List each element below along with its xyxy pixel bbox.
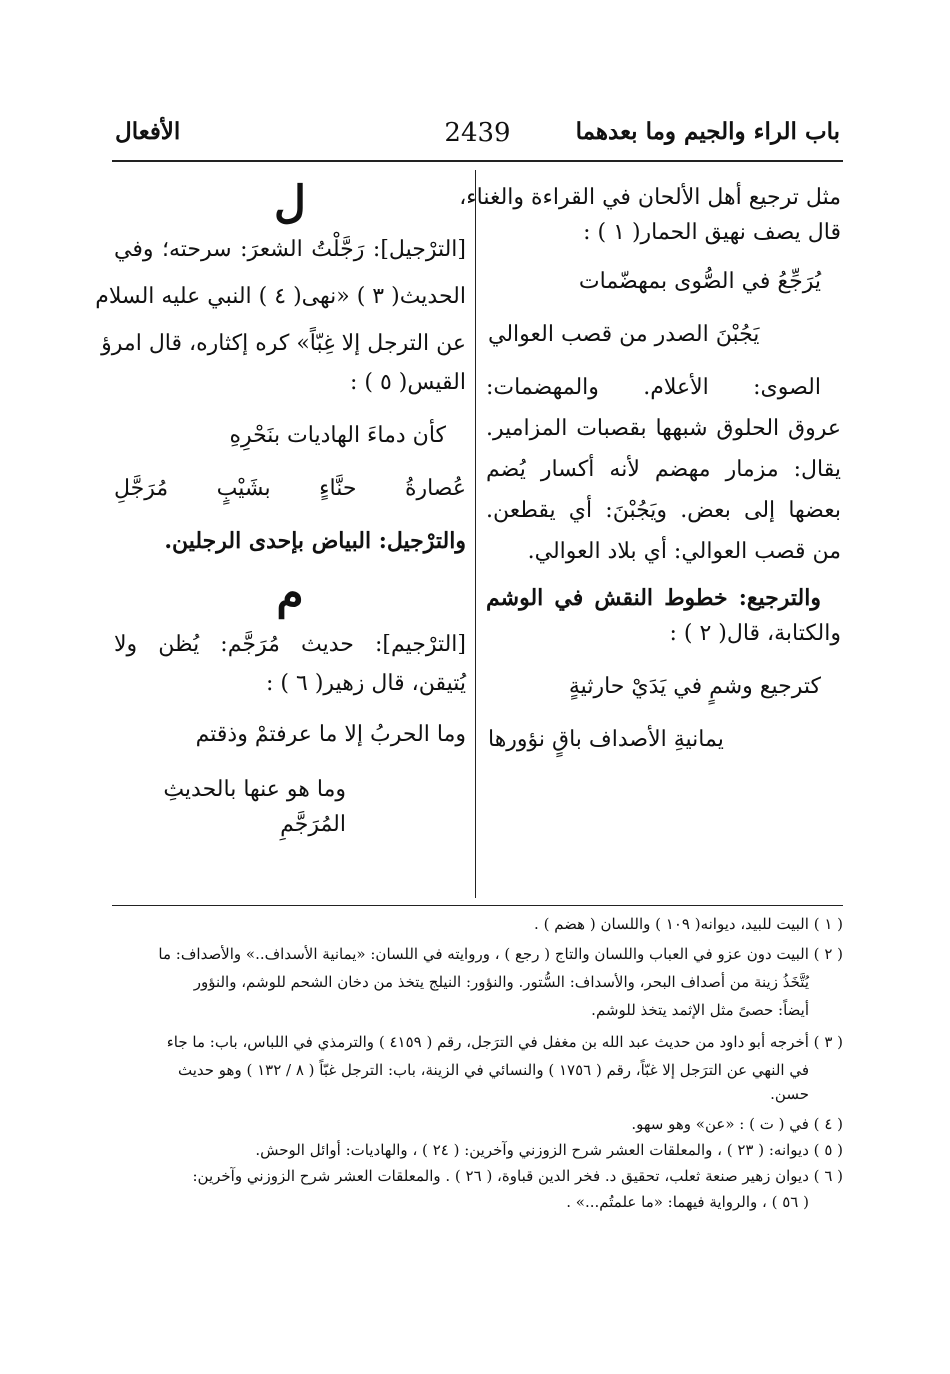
- letter-heading-lam: ل: [274, 177, 306, 228]
- text-line: من قصب العوالي: أي بلاد العوالي.: [527, 539, 841, 564]
- text-line: والترجيع: خطوط النقش في الوشم: [486, 585, 821, 611]
- chapter-title: باب الراء والجيم وما بعدهما: [575, 118, 840, 145]
- text-line: يقال: مزمار مهضم لأنه أكسار يُضم: [486, 457, 841, 482]
- text-line: يُتيقن، قال زهير( ٦ ) :: [266, 671, 466, 696]
- footnote-continuation: حسن.: [770, 1085, 809, 1103]
- left-column: [95, 177, 466, 842]
- text-line: والكتابة، قال( ٢ ) :: [669, 621, 841, 646]
- verse-line: يمانيةِ الأصداف باقٍ نؤورها: [488, 727, 724, 752]
- footnote: ( ٣ ) أخرجه أبو داود من حديث عبد الله بن مغفل في الترَجل، رقم ( ٤١٥٩ ) والترمذي في اللباس، باب: ما جاء: [166, 1033, 843, 1051]
- footnote: ( ٤ ) في ( ت ) : «عن» وهو سهو.: [631, 1115, 843, 1133]
- footnote: ( ٦ ) ديوان زهير صنعة ثعلب، تحقيق د. فخر الدين قباوة، ( ٢٦ ) . والمعلقات العشر شرح الزوزني وآخرين:: [192, 1167, 843, 1185]
- text-line: الحديث( ٣ ) «نهى( ٤ ) النبي عليه السلام: [95, 284, 466, 309]
- page-header: [115, 118, 840, 158]
- section-title: الأفعال: [115, 118, 181, 145]
- verse-line: كترجيع وشمٍ في يَدَيْ حارثيةٍ: [568, 674, 821, 699]
- verse-line: كأن دماءَ الهاديات بنَحْرِهِ: [229, 423, 446, 448]
- text-line: الصوى: الأعلام. والمهضمات:: [486, 375, 821, 400]
- text-line: عروق الحلوق شبهها بقصبات المزامير.: [486, 416, 841, 441]
- text-line: [الترْجيل]: رَجَّلْتُ الشعرَ: سرحته؛ وفي: [114, 237, 466, 262]
- text-line: قال يصف نهيق الحمار( ١ ) :: [583, 220, 841, 245]
- verse-line: عُصارةُ حنَّاءٍ بشَيْبٍ مُرَجَّلِ: [114, 476, 466, 501]
- footnotes: [112, 912, 843, 1214]
- text-line: بعضها إلى بعض. ويَجُبْنَ: أي يقطعن.: [486, 498, 841, 523]
- right-column: [459, 180, 841, 757]
- verse-line: وما هو عنها بالحديثِ المُرَجَّمِ: [163, 777, 346, 837]
- footnote-continuation: أيضاً: حصىً مثل الإثمد يتخذ للوشم.: [591, 1001, 809, 1019]
- verse-line: يَجُبْنَ الصدر من قصب العوالي: [488, 322, 760, 347]
- verse-line: وما الحربُ إلا ما عرفتمْ وذقتم: [195, 722, 466, 747]
- text-line: عن الترجل إلا غِبّاً» كره إكثاره، قال امرؤ: [101, 331, 466, 356]
- text-line: والترْجيل: البياض بإحدى الرجلين.: [164, 528, 466, 554]
- text-line: [الترْجيم]: حديث مُرَجَّم: يُظن ولا: [114, 632, 466, 657]
- text-line: مثل ترجيع أهل الألحان في القراءة والغناء،: [459, 185, 841, 210]
- header-rule: [112, 160, 843, 162]
- page-number: 2439: [444, 118, 511, 148]
- text-line: القيس( ٥ ) :: [349, 370, 466, 395]
- footnote: ( ٢ ) البيت دون عزو في العباب واللسان والتاج ( رجع ) ، وروايته في اللسان: «يمانية الأسداف..» والأصداف: ما: [158, 945, 843, 963]
- letter-heading-mim: م: [276, 568, 304, 619]
- footnote: ( ١ ) البيت للبيد، ديوانه( ١٠٩ ) واللسان ( هضم ) .: [534, 915, 843, 933]
- footnote: ( ٥ ) ديوانه: ( ٢٣ ) ، والمعلقات العشر شرح الزوزني وآخرين: ( ٢٤ ) ، والهاديات: أوائل الوحش.: [255, 1141, 843, 1159]
- verse-line: يُرَجِّعُ في الصُّوى بمهضّمات: [578, 269, 821, 294]
- footnote-continuation: ( ٥٦ ) ، والرواية فيهما: «ما علمتُم...» .: [566, 1193, 809, 1211]
- footnote-continuation: في النهي عن الترَجل إلا غبّاً، رقم ( ١٧٥٦ ) والنسائي في الزينة، باب: الترجل غبّاً ( ٨ / ١٣٢ ) وهو حديث: [177, 1061, 809, 1079]
- footnote-continuation: يُتَّخَذُ زينة من أصداف البحر، والأسداف: السُّتور. والنؤور: النيلج يتخذ من دخان الشحم للوشم، والنؤور: [193, 973, 809, 991]
- footnote-rule: [112, 905, 843, 906]
- column-divider: [475, 170, 476, 898]
